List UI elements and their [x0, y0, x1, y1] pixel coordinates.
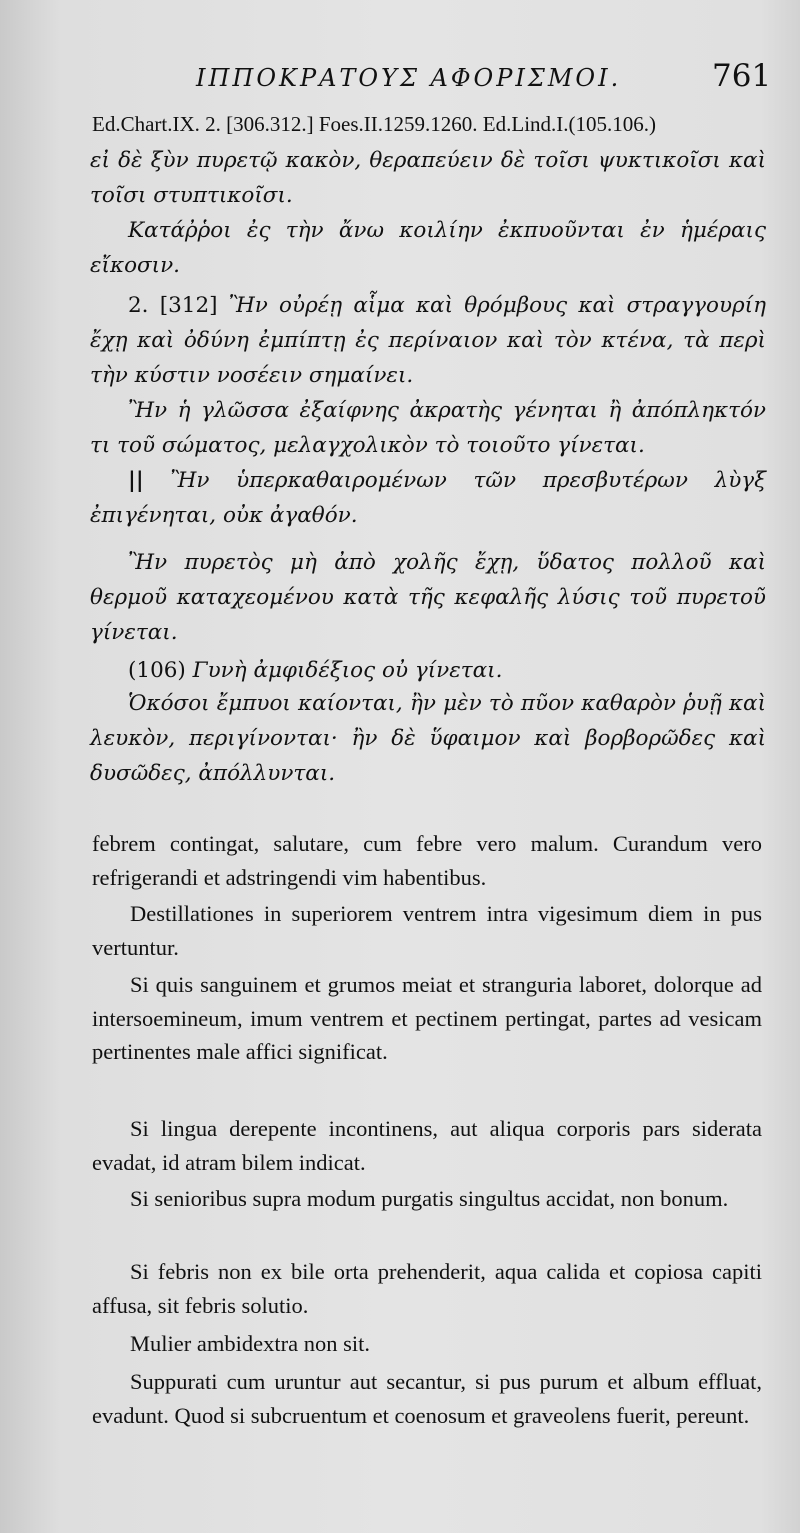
running-head — [0, 58, 800, 102]
latin-aphorism-hiccup: Si senioribus supra modum purgatis singultus accidat, non bonum. — [130, 1186, 729, 1211]
greek-aphorism-woman — [90, 653, 766, 688]
page-number: 761 — [712, 58, 772, 94]
latin-aphorism-empyema: Suppurati cum uruntur aut secantur, si pus purum et album effluat, evadunt. Quod si subcruentum et coenosum et graveolens fuerit, pereunt. — [92, 1369, 762, 1428]
aphorism-text: Γυνὴ ἀμφιδέξιος οὐ γίνεται. — [192, 658, 503, 683]
latin-aphorism-tongue: Si lingua derepente incontinens, aut aliqua corporis pars siderata evadat, id atram bilem indicat. — [92, 1116, 762, 1175]
greek-aphorism-urine-blood — [90, 288, 766, 393]
greek-aphorism-empyema: Ὁκόσοι ἔμπυοι καίονται, ἢν μὲν τὸ πῦον καθαρὸν ῥυῇ καὶ λευκὸν, περιγίνονται· ἢν δὲ ὕφαιμον καὶ βορβορῶδες καὶ δυσῶδες, ἀπόλλυνται. — [90, 691, 766, 786]
aphorism-text: Ἢν ὑπερκαθαιρομένων τῶν πρεσβυτέρων λὺγξ ἐπιγένηται, οὐκ ἀγαθόν. — [90, 468, 766, 528]
greek-aphorism-tongue: Ἢν ἡ γλῶσσα ἐξαίφνης ἀκρατὴς γένηται ἢ ἀπόπληκτόν τι τοῦ σώματος, μελαγχολικὸν τὸ τοιοῦτο γίνεται. — [90, 398, 766, 458]
edition-reference-line: Ed.Chart.IX. 2. [306.312.] Foes.II.1259.1260. Ed.Lind.I.(105.106.) — [92, 112, 657, 136]
aphorism-number: (106) — [128, 658, 186, 683]
latin-aphorism-urine-blood: Si quis sanguinem et grumos meiat et stranguria laboret, dolorque ad intersoemineum, imum ventrem et pectinem pertingat, partes ad vesicam pertinentes male affici significat. — [92, 972, 762, 1065]
greek-aphorism-fever-water: Ἢν πυρετὸς μὴ ἀπὸ χολῆς ἔχῃ, ὕδατος πολλοῦ καὶ θερμοῦ καταχεομένου κατὰ τῆς κεφαλῆς λύσις τοῦ πυρετοῦ γίνεται. — [90, 550, 766, 645]
latin-aphorism-woman: Mulier ambidextra non sit. — [130, 1331, 370, 1356]
section-mark: || — [128, 468, 144, 493]
latin-aphorism-catarrhs: Destillationes in superiorem ventrem intra vigesimum diem in pus vertuntur. — [92, 901, 762, 960]
greek-aphorism-catarrhs: Κατάῤῥοι ἐς τὴν ἄνω κοιλίην ἐκπυοῦνται ἐν ἡμέραις εἴκοσιν. — [90, 218, 766, 278]
latin-paragraph-continuation: febrem contingat, salutare, cum febre vero malum. Curandum vero refrigerandi et adstringendi vim habentibus. — [92, 831, 762, 890]
aphorism-text: Ἢν οὐρέῃ αἷμα καὶ θρόμβους καὶ στραγγουρίη ἔχῃ καὶ ὀδύνη ἐμπίπτῃ ἐς περίναιον καὶ τὸν κτένα, τὰ περὶ τὴν κύστιν νοσέειν σημαίνει. — [90, 293, 766, 388]
greek-paragraph-continuation: εἰ δὲ ξὺν πυρετῷ κακὸν, θεραπεύειν δὲ τοῖσι ψυκτικοῖσι καὶ τοῖσι στυπτικοῖσι. — [90, 148, 766, 208]
latin-aphorism-fever-water: Si febris non ex bile orta prehenderit, aqua calida et copiosa capiti affusa, sit febris solutio. — [92, 1259, 762, 1318]
greek-aphorism-hiccup — [90, 463, 766, 533]
running-head-title: ΙΠΠΟΚΡΑΤΟΥΣ ΑΦΟΡΙΣΜΟΙ. — [196, 64, 622, 92]
aphorism-number: 2. [312] — [128, 293, 218, 318]
